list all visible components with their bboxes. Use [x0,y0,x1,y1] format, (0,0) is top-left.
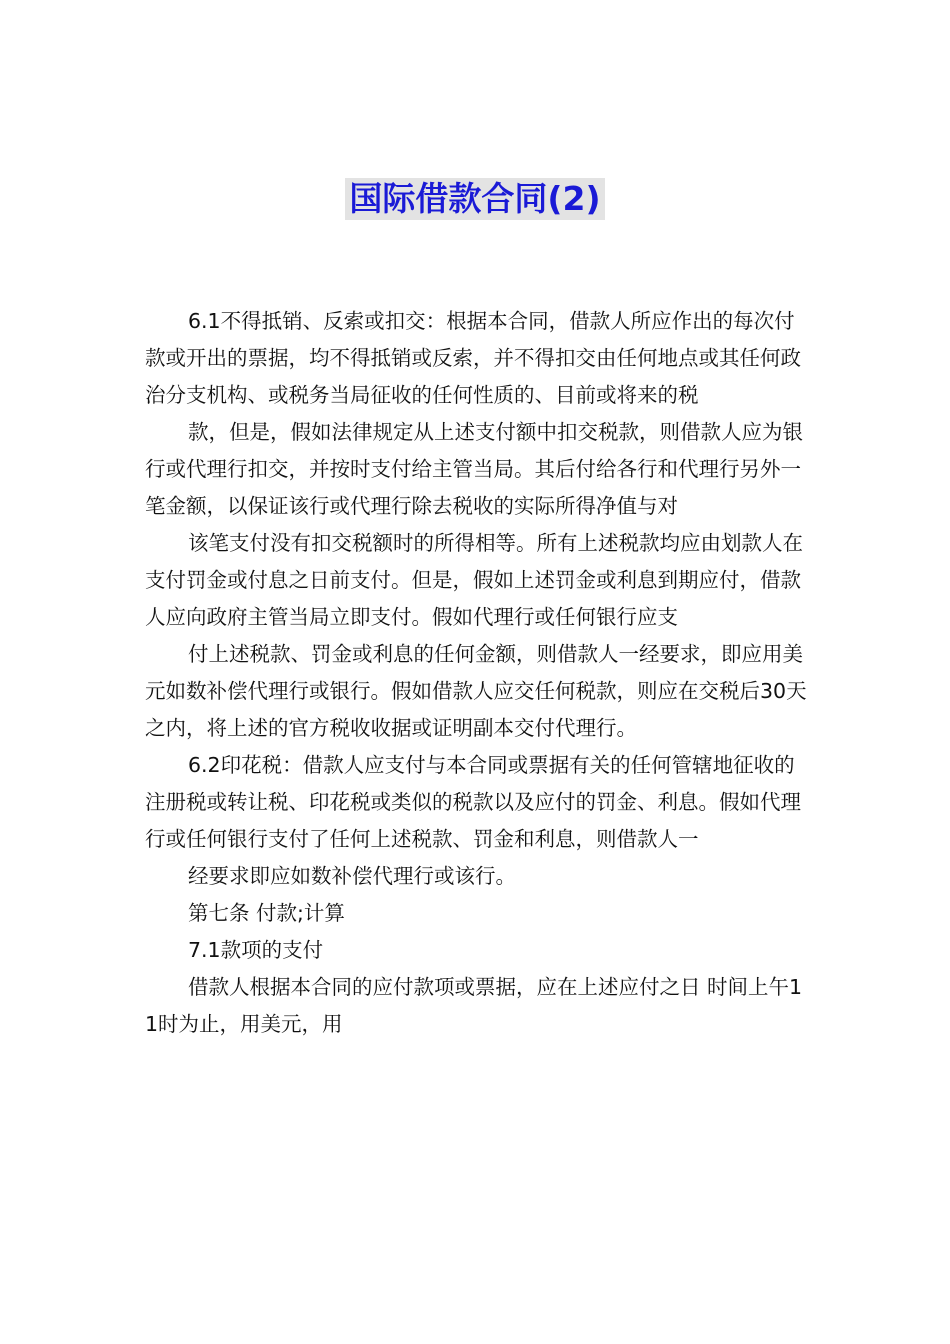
paragraph-tax-payment: 该笔支付没有扣交税额时的所得相等。所有上述税款均应由划款人在支付罚金或付息之日前支付。但是，假如上述罚金或利息到期应付，借款人应向政府主管当局立即支付。假如代理行或任何银行应支 [145,531,803,629]
document-body [145,303,810,1043]
paragraph-stamp-tax-cont: 经要求即应如数补偿代理行或该行。 [188,864,516,888]
paragraph-tax-deduction: 款，但是，假如法律规定从上述支付额中扣交税款，则借款人应为银行或代理行扣交，并按时支付给主管当局。其后付给各行和代理行另外一笔金额，以保证该行或代理行除去税收的实际所得净值与对 [145,420,803,518]
paragraph-7-1: 借款人根据本合同的应付款项或票据，应在上述应付之日 时间上午11时为止，用美元，用 [145,975,803,1036]
document-title: 国际借款合同(2) [345,178,604,220]
paragraph-6-2-stamp-tax: 6.2印花税：借款人应支付与本合同或票据有关的任何管辖地征收的注册税或转让税、印花税或类似的税款以及应付的罚金、利息。假如代理行或任何银行支付了任何上述税款、罚金和利息，则借款人一 [145,753,801,851]
section-7-1-heading: 7.1款项的支付 [188,938,324,962]
paragraph-tax-compensation: 付上述税款、罚金或利息的任何金额，则借款人一经要求，即应用美元如数补偿代理行或银行。假如借款人应交任何税款，则应在交税后30天之内，将上述的官方税收收据或证明副本交付代理行。 [145,642,807,740]
article-7-heading: 第七条 付款;计算 [188,901,345,925]
paragraph-6-1: 6.1不得抵销、反索或扣交：根据本合同，借款人所应作出的每次付款或开出的票据，均不得抵销或反索，并不得扣交由任何地点或其任何政治分支机构、或税务当局征收的任何性质的、目前或将来的税 [145,309,801,407]
title-block [0,178,950,220]
